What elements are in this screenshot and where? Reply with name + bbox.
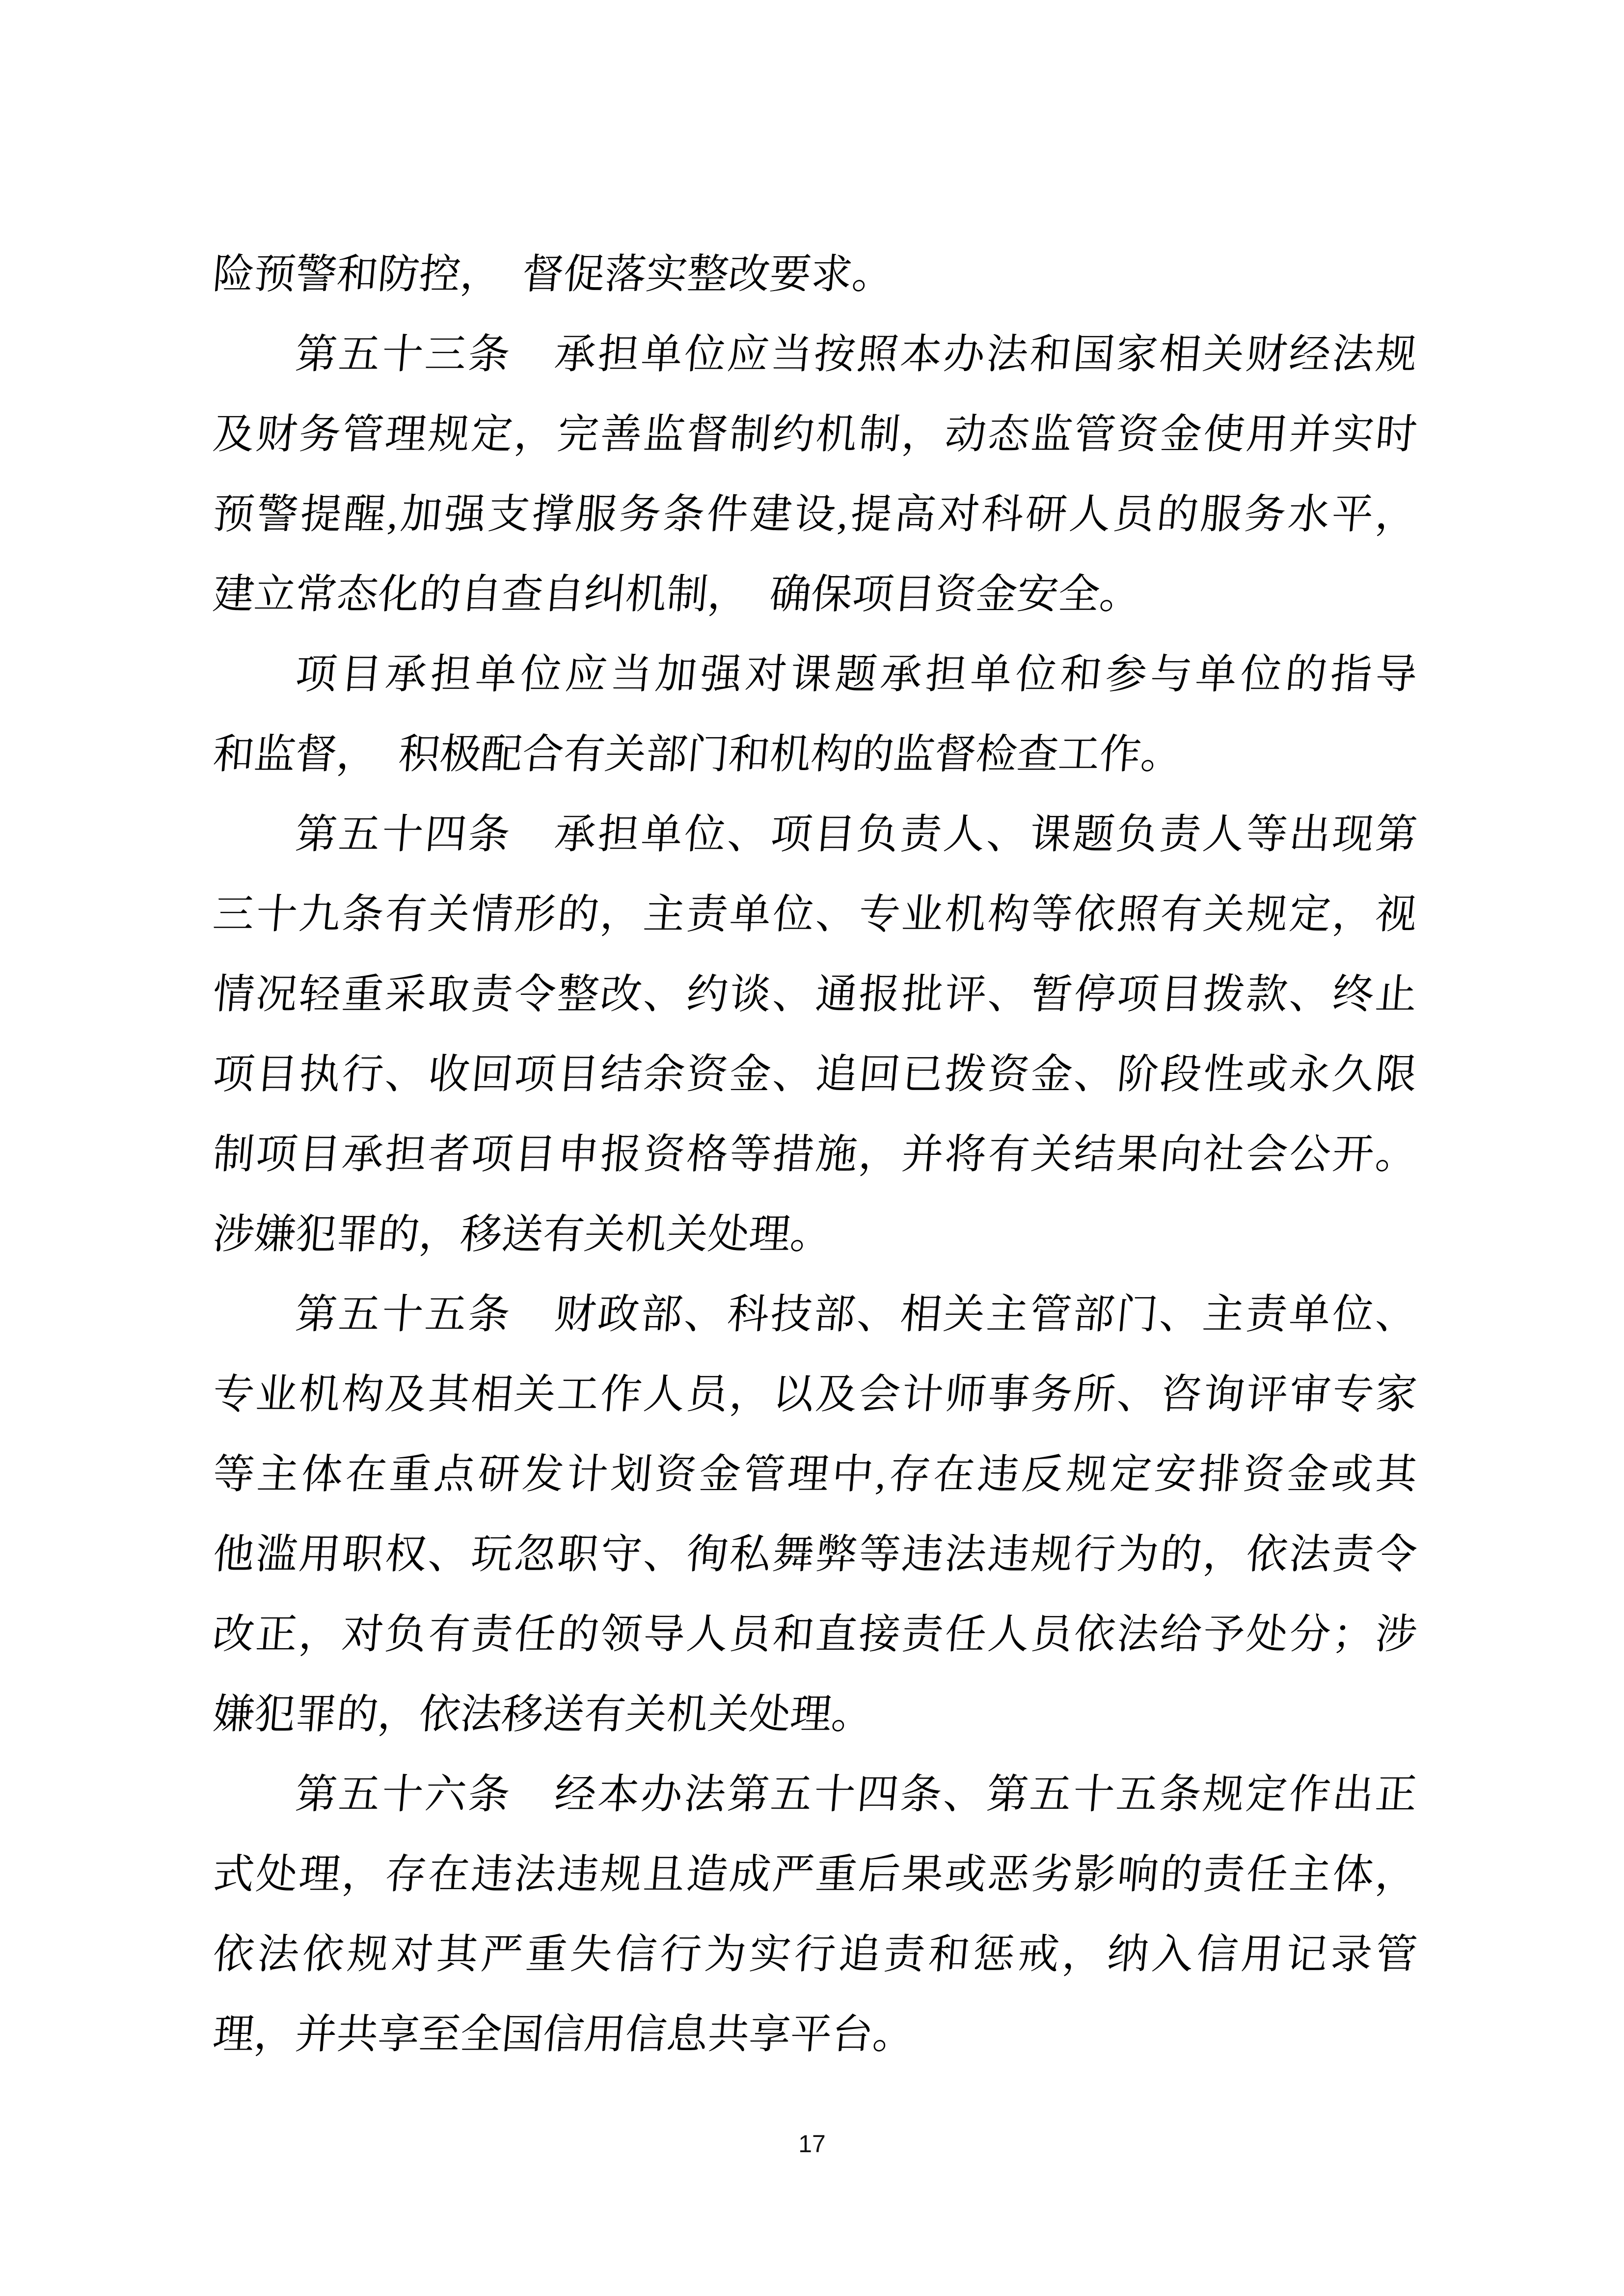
text-line: 式处理，存在违法违规且造成严重后果或恶劣影响的责任主体，: [211, 1852, 1419, 1897]
text-line: 制项目承担者项目申报资格等措施，并将有关结果向社会公开。: [211, 1132, 1419, 1177]
text-line: 依法依规对其严重失信行为实行追责和惩戒，纳入信用记录管: [211, 1932, 1419, 1977]
text-line: 专业机构及其相关工作人员，以及会计师事务所、咨询评审专家: [211, 1372, 1419, 1417]
text-line: 理，并共享至全国信用信息共享平台。: [211, 2012, 917, 2057]
text-line: 险预警和防控， 督促落实整改要求。: [211, 252, 896, 297]
text-line: 和监督， 积极配合有关部门和机构的监督检查工作。: [211, 732, 1185, 777]
text-line: 改正，对负有责任的领导人员和直接责任人员依法给予处分；涉: [211, 1612, 1419, 1657]
text-line: 预警提醒,加强支撑服务条件建设,提高对科研人员的服务水平，: [211, 492, 1419, 537]
text-line: 情况轻重采取责令整改、约谈、通报批评、暂停项目拨款、终止: [211, 972, 1419, 1017]
text-line: 等主体在重点研发计划资金管理中,存在违反规定安排资金或其: [211, 1452, 1419, 1497]
text-line: 三十九条有关情形的，主责单位、专业机构等依照有关规定，视: [211, 892, 1419, 937]
text-line: 嫌犯罪的，依法移送有关机关处理。: [211, 1692, 875, 1737]
page-number: 17: [798, 2130, 826, 2158]
text-line: 涉嫌犯罪的，移送有关机关处理。: [211, 1212, 834, 1257]
body-text: [213, 235, 1417, 2075]
text-line: 建立常态化的自查自纠机制， 确保项目资金安全。: [211, 572, 1143, 617]
text-line: 第五十六条 经本办法第五十四条、第五十五条规定作出正: [293, 1772, 1419, 1817]
text-line: 他滥用职权、玩忽职守、徇私舞弊等违法违规行为的，依法责令: [211, 1532, 1419, 1577]
text-line: 项目承担单位应当加强对课题承担单位和参与单位的指导: [293, 652, 1419, 697]
text-line: 第五十三条 承担单位应当按照本办法和国家相关财经法规: [293, 332, 1419, 377]
text-line: 及财务管理规定，完善监督制约机制，动态监管资金使用并实时: [211, 412, 1419, 457]
text-line: 项目执行、收回项目结余资金、追回已拨资金、阶段性或永久限: [211, 1052, 1419, 1097]
text-line: 第五十五条 财政部、科技部、相关主管部门、主责单位、: [293, 1292, 1419, 1337]
text-line: 第五十四条 承担单位、项目负责人、课题负责人等出现第: [293, 812, 1419, 857]
